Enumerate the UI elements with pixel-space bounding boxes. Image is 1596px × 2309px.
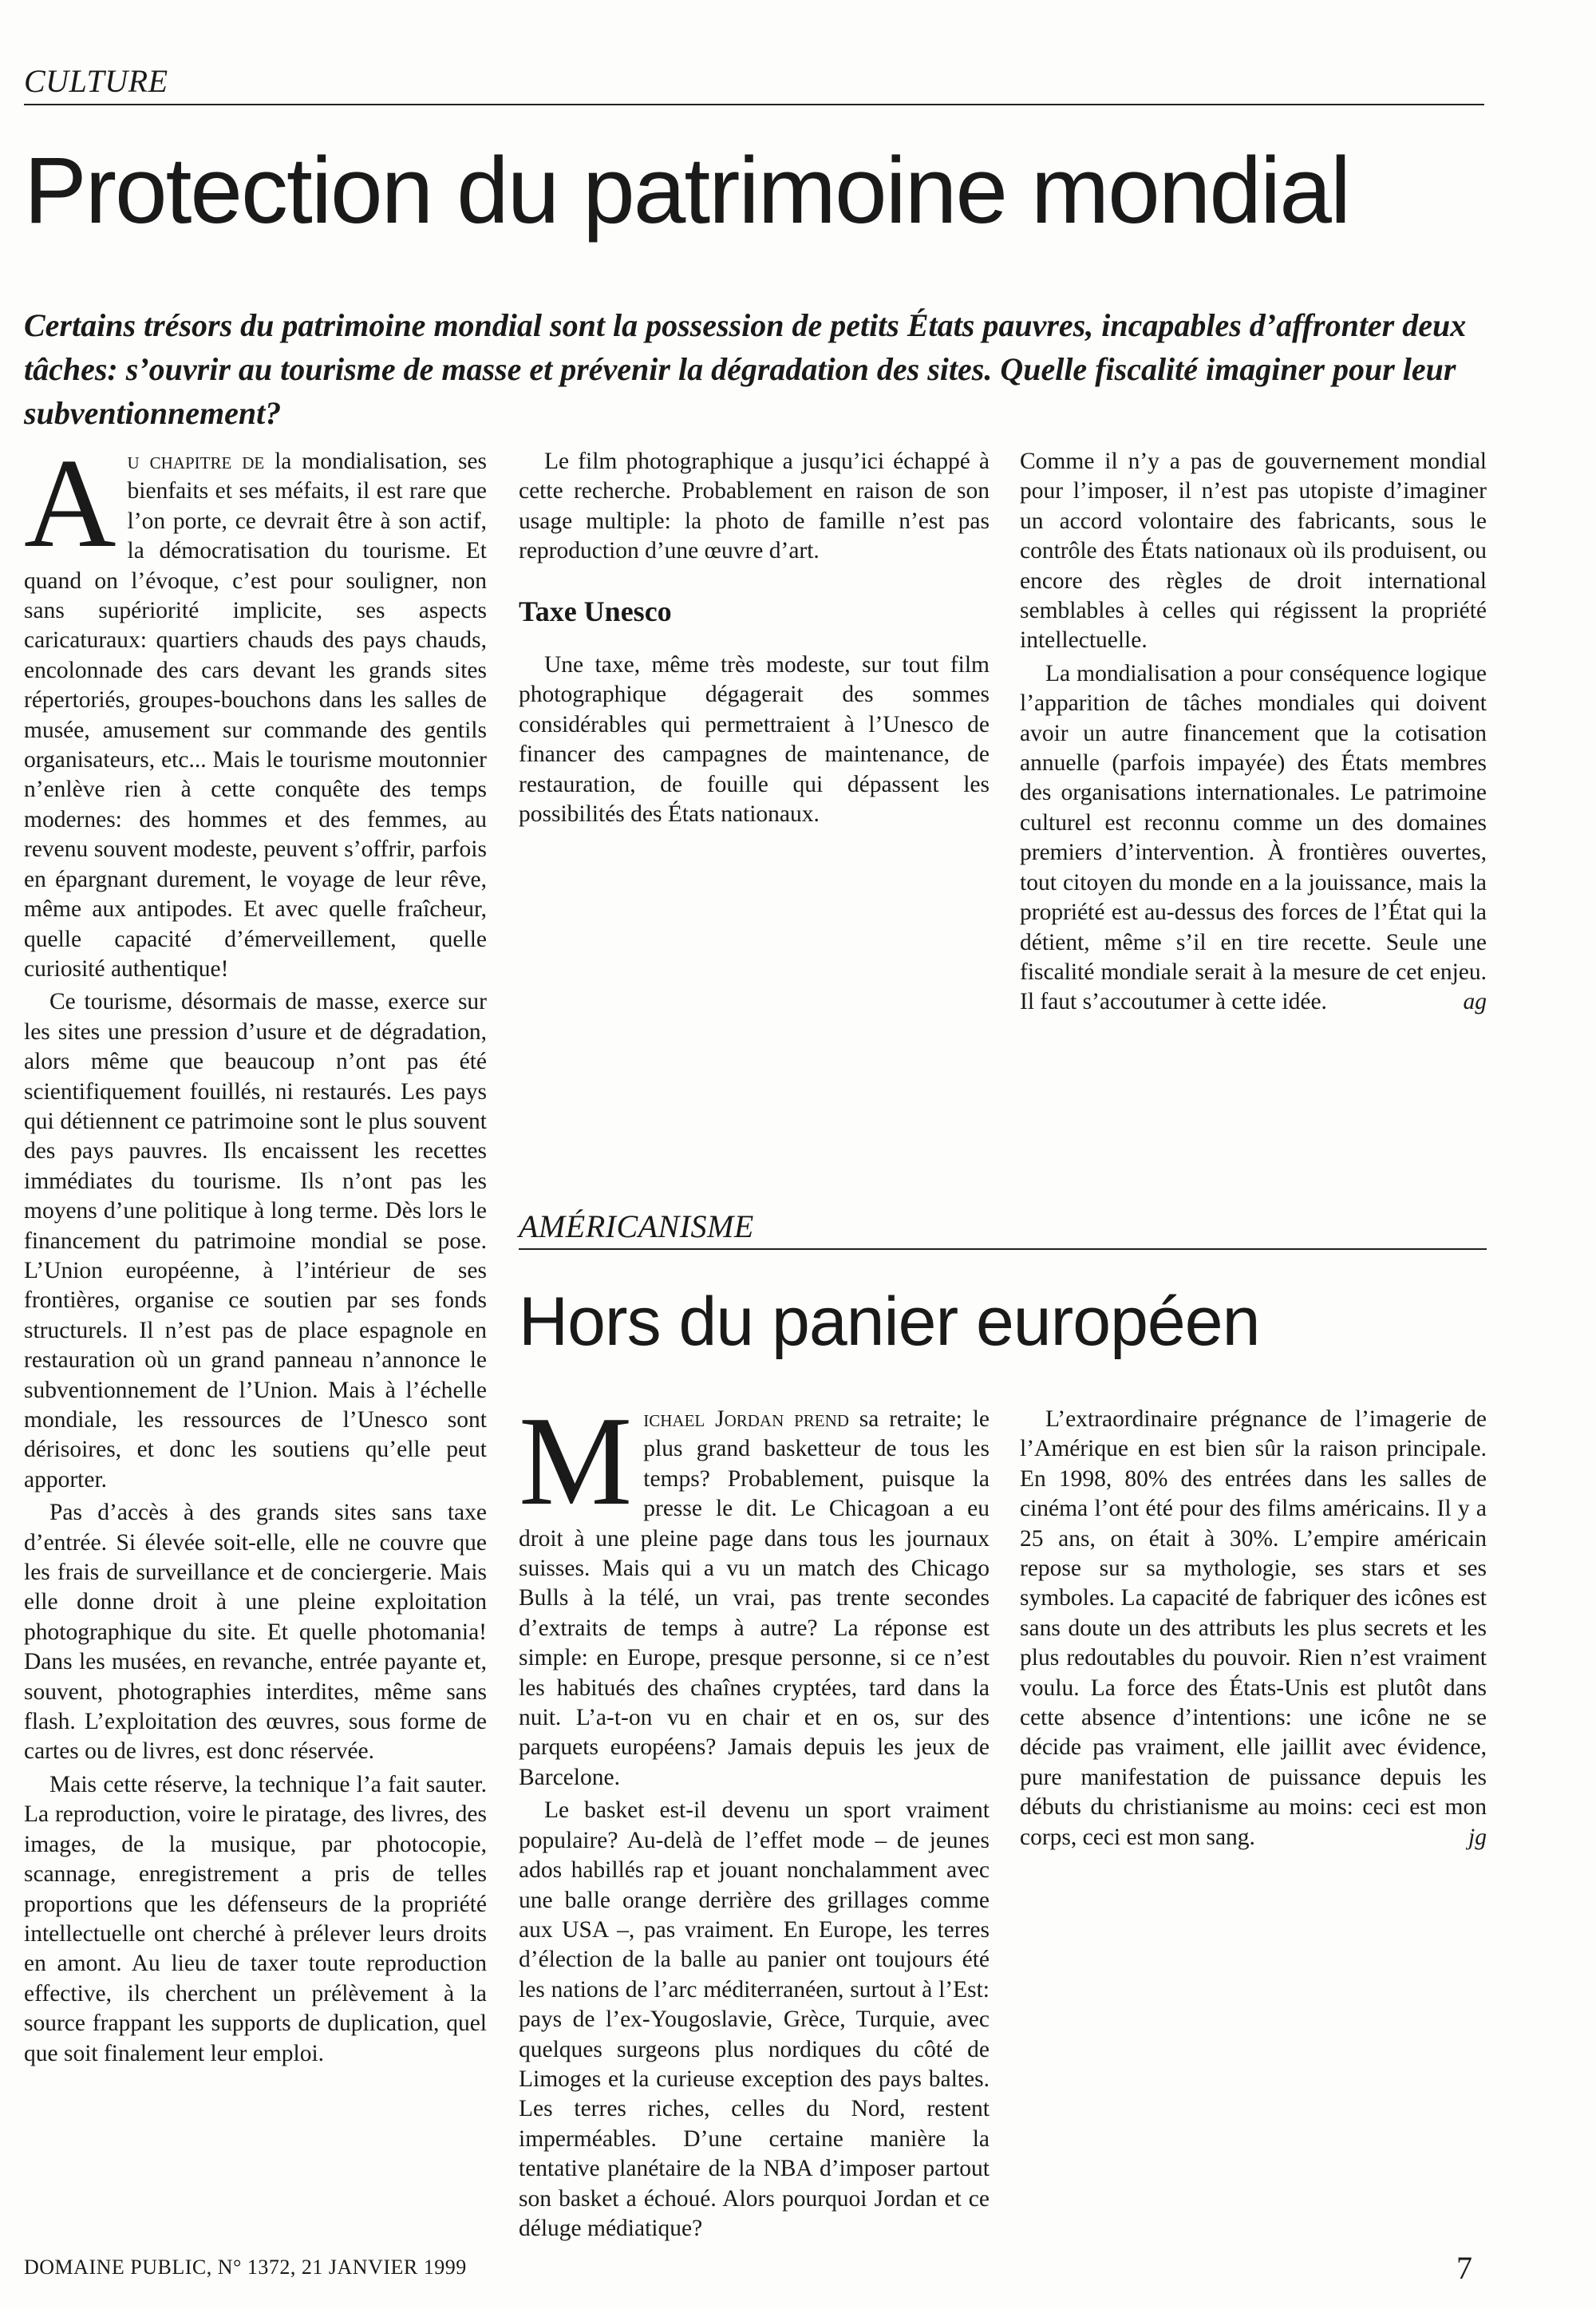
article-lead: Certains trésors du patrimoine mondial sont la possession de petits États pauvres, incapables d’affronter deux tâches: s’ouvrir au tourisme de masse et prévenir la dégradation des sites. Quelle fiscalité imaginer pour leur subventionnement? [24,307,1467,431]
opening-smallcaps: ichael Jordan prend [643,1406,849,1432]
article2-column2 [1020,1405,1487,2203]
subheading-taxe-unesco: Taxe Unesco [519,595,672,627]
author-signature-ag: ag [1463,989,1487,1015]
article2-column1 [519,1390,990,2241]
article1-column3 [1020,447,1487,1181]
article1-paragraph-6: Une taxe, même très modeste, sur tout film photographique dégagerait des sommes considérables qui permettraient à l’Unesco de financer des campagnes de maintenance, de restauration, de fouille qui dépassent les possibilités des États nationaux. [519,652,990,828]
paragraph-text: sa retraite; le plus grand basketteur de tous les temps? Probablement, puisque la presse le dit. Le Chicagoan a eu droit à une pleine page dans tous les journaux suisses. Mais qui a vu un match des Chicago Bulls à la télé, un vrai, pas trente secondes d’extraits de temps à autre? La réponse est simple: en Europe, presque personne, si ce n’est les habitués des chaînes cryptées, tard dans la nuit. L’a-t-on vu en chair et en os, sur des parquets européens? Jamais depuis les jeux de Barcelone. [519,1406,990,1790]
opening-smallcaps: u chapitre de [127,449,265,474]
article2-paragraph-3 [1020,1405,1487,1852]
article2-header-rule [519,1248,1487,1250]
article1-paragraph-1 [24,432,487,984]
section-label-culture: CULTURE [24,63,168,99]
header-rule [24,104,1484,105]
page-number: 7 [1456,2250,1472,2286]
paragraph-text: L’extraordinaire prégnance de l’imagerie de l’Amérique en est bien sûr la raison principale. En 1998, 80% des entrées dans les salles de cinéma l’ont été pour des films américains. Il y a 25 ans, on était à 30%. L’empire américain repose sur sa mythologie, ses stars et ses symboles. La capacité de fabriquer des icônes est sans doute un des attributs les plus secrets et les plus redoutables du pouvoir. Rien n’est vraiment voulu. La force des États-Unis est plutôt dans cette absence d’intentions: une icône ne se décide pas vraiment, elle jaillit avec évidence, pure manifestation de puissance depuis les débuts du christianisme au moins: ceci est mon corps, ceci est mon sang. [1020,1406,1487,1850]
article1-paragraph-4: Mais cette réserve, la technique l’a fait sauter. La reproduction, voire le piratage, des livres, des images, de la musique, par photocopie, scannage, enregistrement a pris de telles proportions que les défenseurs de la propriété intellectuelle ont cherché à prélever leurs droits en amont. Au lieu de taxer toute reproduction effective, ils cherchent un prélèvement à la source frappant les supports de duplication, quel que soit finalement leur emploi. [24,1771,487,2066]
article2-paragraph-1 [519,1390,990,1793]
article1-paragraph-5: Le film photographique a jusqu’ici échappé à cette recherche. Probablement en raison de son usage multiple: la photo de famille n’est pas reproduction d’une œuvre d’art. [519,449,990,564]
section-label-americanisme: AMÉRICANISME [519,1208,754,1244]
article1-paragraph-3: Pas d’accès à des grands sites sans taxe d’entrée. Si élevée soit-elle, elle ne couvre que les frais de surveillance et de conciergerie. Mais elle donne droit à une pleine exploitation photographique du site. Et quelle photomania! Dans les musées, en revanche, entrée payante et, souvent, photographies interdites, même sans flash. L’exploitation des œuvres, sous forme de cartes ou de livres, est donc réservée. [24,1500,487,1765]
article1-column2 [519,447,990,1181]
article1-paragraph-2: Ce tourisme, désormais de masse, exerce sur les sites une pression d’usure et de dégradation, alors même que beaucoup n’ont pas été scientifiquement fouillés, ni restaurés. Les pays qui détiennent ce patrimoine sont le plus souvent des pays pauvres. Ils encaissent les recettes immédiates du tourisme. Ils n’ont pas les moyens d’une politique à long terme. Dès lors le financement du patrimoine mondial se pose. L’Union européenne, à l’intérieur de ses frontières, organise ce soutien par ses fonds structurels. Il n’est pas de place espagnole en restauration où un grand panneau n’annonce le subventionnement de l’Union. Mais à l’échelle mondiale, les ressources de l’Unesco sont dérisoires, et donc les soutiens qu’elle peut apporter. [24,989,487,1493]
article1-paragraph-7: Comme il n’y a pas de gouvernement mondial pour l’imposer, il n’est pas utopiste d’imaginer un accord volontaire des fabricants, sous le contrôle des États nationaux où ils produisent, ou encore des règles de droit international semblables à celles qui régissent la propriété intellectuelle. [1020,449,1487,654]
article1-column1 [24,432,487,2072]
paragraph-text: la mondialisation, ses bienfaits et ses méfaits, il est rare que l’on porte, ce devrait être à son actif, la démocratisation du tourisme. Et quand on l’évoque, c’est pour souligner, non sans supériorité implicite, ses aspects caricaturaux: quartiers chauds des pays chauds, encolonnade des cars devant les grands sites répertoriés, groupes-bouchons dans les salles de musée, amusement sur commande des gentils organisateurs, etc... Mais le tourisme moutonnier n’enlève rien à cette conquête des temps modernes: des hommes et des femmes, au revenu souvent modeste, peuvent s’offrir, parfois en épargnant durement, le voyage de leur rêve, même aux antipodes. Et avec quelle fraîcheur, quelle capacité d’émerveillement, quelle curiosité authentique! [24,449,487,982]
article-title-protection: Protection du patrimoine mondial [24,138,1350,243]
footer-publication: DOMAINE PUBLIC, N° 1372, 21 JANVIER 1999 [24,2256,467,2279]
article1-paragraph-8 [1020,659,1487,1018]
dropcap-m: M [519,1390,633,1532]
article2-paragraph-2: Le basket est-il devenu un sport vraiment populaire? Au-delà de l’effet mode – de jeunes ados habillés rap et jouant nonchalamment avec une balle orange derrière des grillages comme aux USA –, pas vraiment. En Europe, les terres d’élection de la balle au panier ont toujours été les nations de l’arc méditerranéen, surtout à l’Est: pays de l’ex-Yougoslavie, Grèce, Turquie, avec quelques surgeons plus nordiques du côté de Limoges et la curieuse exception des pays baltes. Les terres riches, celles du Nord, restent imperméables. D’une certaine manière la tentative planétaire de la NBA d’imposer partout son basket a échoué. Alors pourquoi Jordan et ce déluge médiatique? [519,1797,990,2241]
dropcap-a: A [24,432,117,574]
paragraph-text: La mondialisation a pour conséquence logique l’apparition de tâches mondiales qui doivent avoir un autre financement que la cotisation annuelle (parfois impayée) des États membres des organisations internationales. Le patrimoine culturel est reconnu comme un des domaines premiers d’intervention. À frontières ouvertes, tout citoyen du monde en a la jouissance, mais la propriété est au-dessus des forces de l’État qui la détient, même s’il en tire recette. Seule une fiscalité mondiale serait à la mesure de cet enjeu. Il faut s’accoutumer à cette idée. [1020,660,1487,1015]
author-signature-jg: jg [1468,1824,1487,1850]
article-title-hors-du-panier: Hors du panier européen [519,1283,1260,1360]
